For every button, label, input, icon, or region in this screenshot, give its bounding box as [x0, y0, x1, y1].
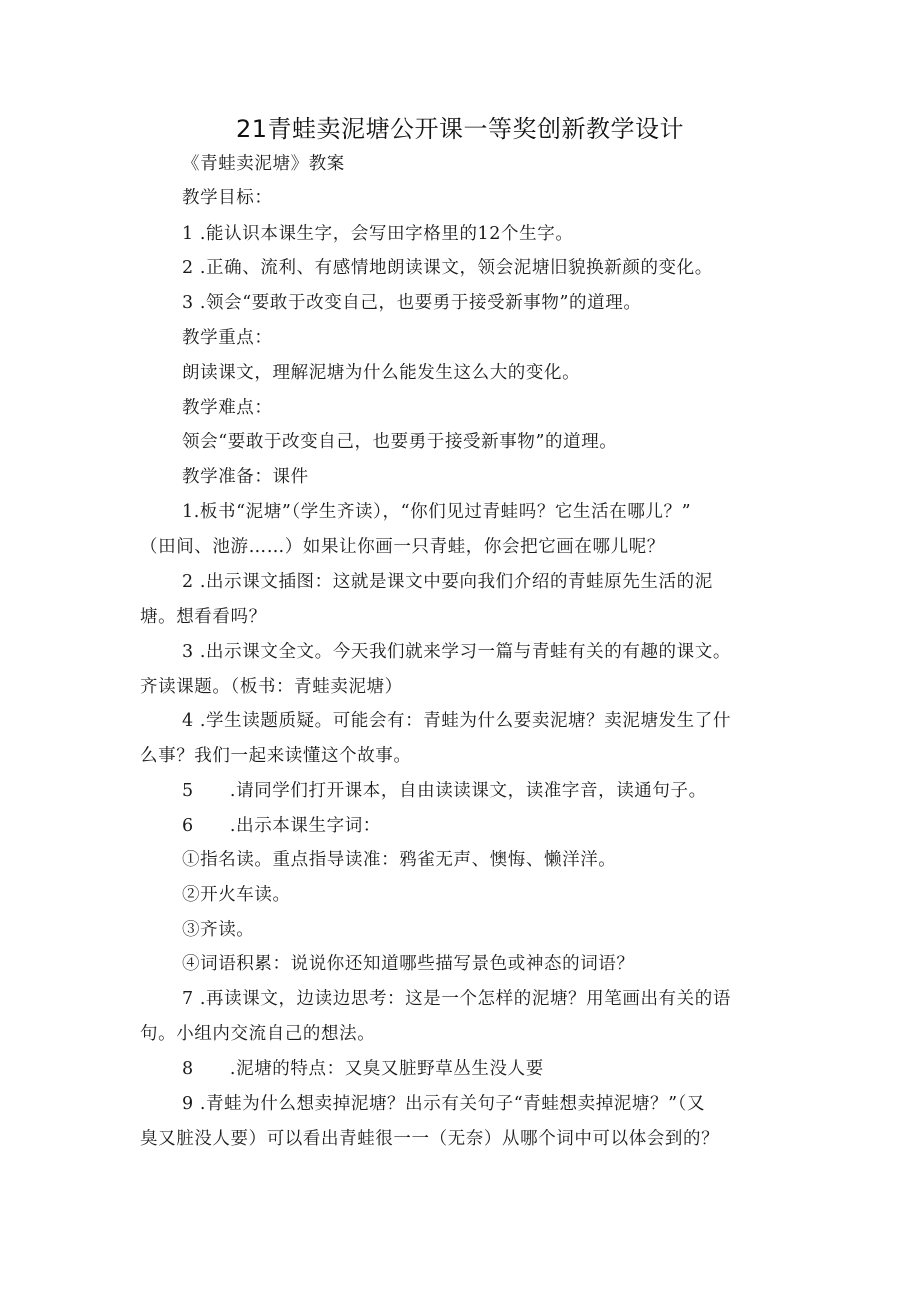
step-2-line-1: 2 .出示课文插图：这就是课文中要向我们介绍的青蛙原先生活的泥	[182, 572, 713, 592]
step-7-line-2: 句。小组内交流自己的想法。	[140, 1024, 376, 1044]
step-3-line-1: 3 .出示课文全文。今天我们就来学习一篇与青蛙有关的有趣的课文。	[182, 642, 731, 662]
step-9-line-2: 臭又脏没人要）可以看出青蛙很一一（无奈）从哪个词中可以体会到的？	[140, 1129, 720, 1149]
step-1-line-2: （田间、池游……）如果让你画一只青蛙，你会把它画在哪儿呢？	[140, 537, 665, 557]
objective-2: 2 .正确、流利、有感情地朗读课文，领会泥塘旧貌换新颜的变化。	[182, 258, 713, 278]
step-7-line-1: 7 .再读课文，边读边思考：这是一个怎样的泥塘？用笔画出有关的语	[182, 989, 731, 1009]
section-heading-difficulties: 教学难点：	[182, 398, 273, 418]
step-3-line-2: 齐读课题。（板书：青蛙卖泥塘）	[140, 677, 403, 697]
step-6-item-1: ①指名读。重点指导读准：鸦雀无声、懊悔、懒洋洋。	[182, 850, 617, 870]
document-title: 21青蛙卖泥塘公开课一等奖创新教学设计	[235, 115, 685, 143]
step-5: 5 .请同学们打开课本，自由读读课文，读准字音，读通句子。	[182, 781, 707, 801]
section-heading-key-points: 教学重点：	[182, 328, 273, 348]
section-heading-preparation: 教学准备：课件	[182, 467, 309, 487]
step-9-line-1: 9 .青蛙为什么想卖掉泥塘？出示有关句子“青蛙想卖掉泥塘？”（又	[182, 1094, 706, 1114]
step-8: 8 .泥塘的特点：又臭又脏野草丛生没人要	[182, 1059, 544, 1079]
section-heading-objectives: 教学目标：	[182, 188, 273, 208]
key-point-text: 朗读课文，理解泥塘为什么能发生这么大的变化。	[182, 363, 581, 383]
objective-3: 3 .领会“要敢于改变自己，也要勇于接受新事物”的道理。	[182, 293, 642, 313]
difficulty-text: 领会“要敢于改变自己，也要勇于接受新事物”的道理。	[182, 432, 618, 452]
step-1-line-1: 1.板书“泥塘”（学生齐读），“你们见过青蛙吗？它生活在哪儿？”	[182, 502, 692, 522]
objective-1: 1 .能认识本课生字，会写田字格里的12个生字。	[182, 224, 574, 244]
step-6-item-2: ②开火车读。	[182, 885, 291, 905]
step-6: 6 .出示本课生字词：	[182, 816, 381, 836]
step-4-line-2: 么事？我们一起来读懂这个故事。	[140, 746, 412, 766]
step-6-item-4: ④词语积累：说说你还知道哪些描写景色或神态的词语？	[182, 954, 635, 974]
step-4-line-1: 4 .学生读题质疑。可能会有：青蛙为什么要卖泥塘？卖泥塘发生了什	[182, 711, 731, 731]
step-2-line-2: 塘。想看看吗？	[140, 607, 267, 627]
lesson-plan-heading: 《青蛙卖泥塘》教案	[182, 154, 345, 174]
step-6-item-3: ③齐读。	[182, 920, 255, 940]
